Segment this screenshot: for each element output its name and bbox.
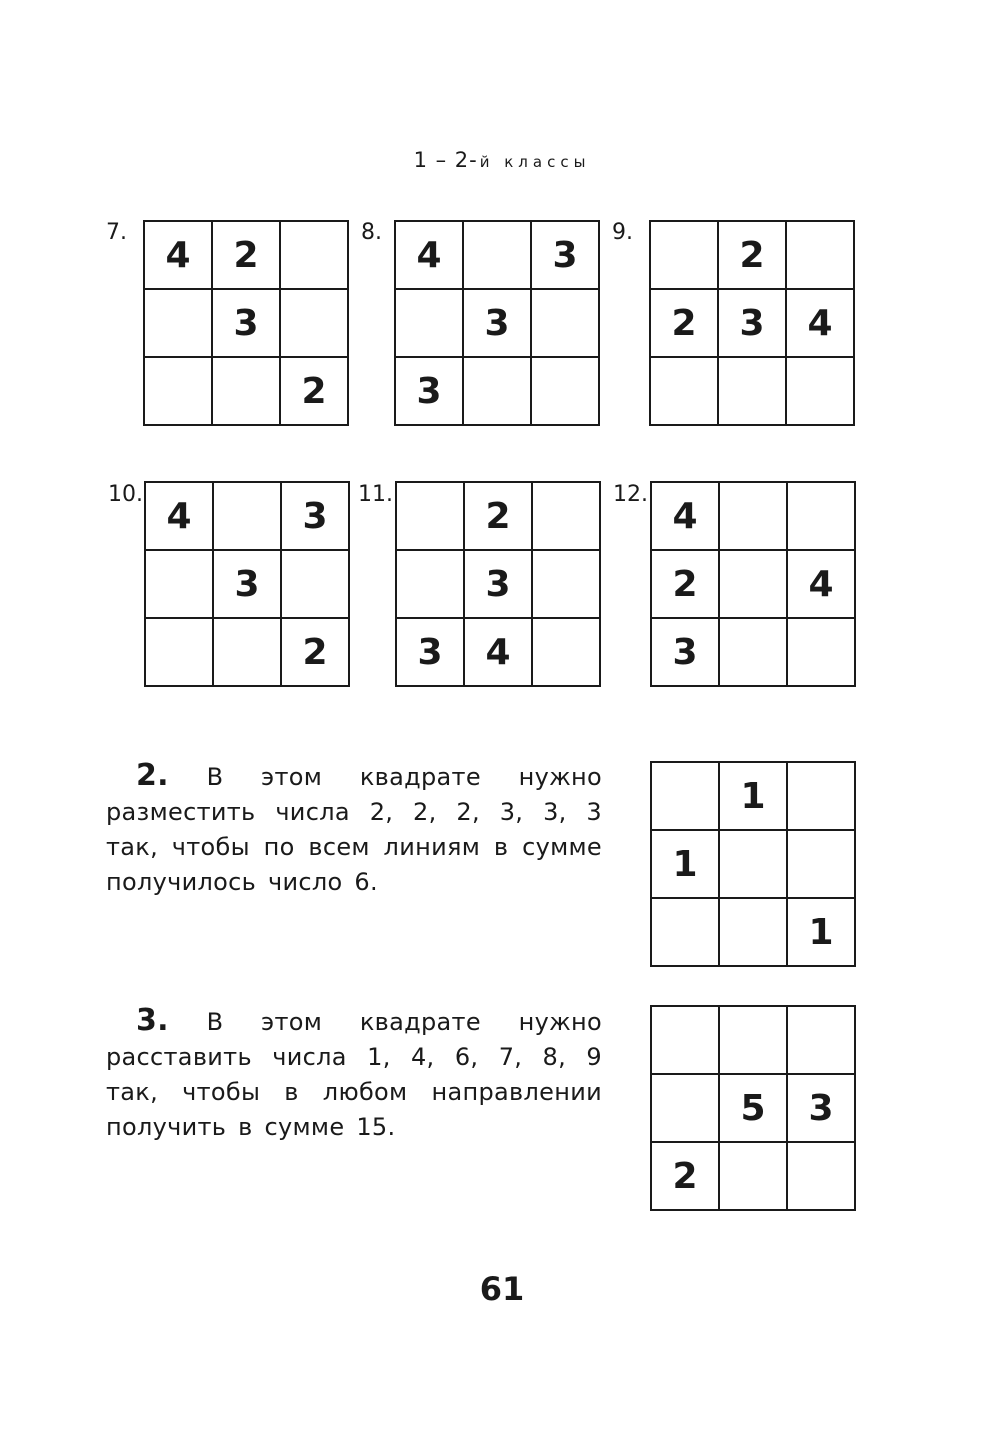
grid-cell: 3 bbox=[719, 290, 787, 358]
grid-cell bbox=[214, 483, 282, 551]
grid-cell bbox=[652, 899, 720, 967]
grid-cell: 3 bbox=[652, 619, 720, 687]
grid-cell: 1 bbox=[720, 763, 788, 831]
puzzle-grid bbox=[650, 481, 856, 687]
grid-cell bbox=[788, 619, 856, 687]
grid-cell bbox=[720, 1007, 788, 1075]
grid-cell bbox=[720, 1143, 788, 1211]
grid-cell: 3 bbox=[465, 551, 533, 619]
grid-cell: 2 bbox=[281, 358, 349, 426]
grid-cell: 3 bbox=[464, 290, 532, 358]
grid-cell bbox=[720, 899, 788, 967]
grid-cell bbox=[720, 483, 788, 551]
task-2-grid bbox=[650, 761, 856, 967]
task-description: В этом квадрате нужно расставить числа 1, 4, 6, 7, 8, 9 так, чтобы в любом направлении получить в сумме 15. bbox=[106, 1008, 602, 1141]
grid-cell: 2 bbox=[213, 222, 281, 290]
task-3-grid bbox=[650, 1005, 856, 1211]
grid-cell: 3 bbox=[397, 619, 465, 687]
grid-cell: 2 bbox=[651, 290, 719, 358]
grid-cell: 2 bbox=[465, 483, 533, 551]
task-3-text bbox=[106, 1003, 602, 1145]
grid-cell: 3 bbox=[213, 290, 281, 358]
grid-cell bbox=[145, 290, 213, 358]
grid-cell bbox=[533, 551, 601, 619]
grid-cell bbox=[214, 619, 282, 687]
grid-cell bbox=[533, 619, 601, 687]
grid-cell bbox=[788, 1143, 856, 1211]
grid-cell: 3 bbox=[282, 483, 350, 551]
grid-cell bbox=[788, 763, 856, 831]
grid-cell bbox=[281, 290, 349, 358]
grid-cell bbox=[533, 483, 601, 551]
grid-cell bbox=[281, 222, 349, 290]
task-number: 2. bbox=[136, 758, 169, 793]
grid-cell bbox=[282, 551, 350, 619]
grid-cell bbox=[396, 290, 464, 358]
grid-cell bbox=[397, 551, 465, 619]
grid-cell bbox=[397, 483, 465, 551]
header-grade: 1 – 2- bbox=[413, 148, 478, 172]
puzzle-label: 10. bbox=[108, 482, 143, 507]
grid-cell: 2 bbox=[719, 222, 787, 290]
grid-cell: 2 bbox=[652, 1143, 720, 1211]
grid-cell: 4 bbox=[145, 222, 213, 290]
grid-cell: 1 bbox=[652, 831, 720, 899]
grid-cell bbox=[146, 619, 214, 687]
puzzle-label: 11. bbox=[358, 482, 393, 507]
puzzle-label: 9. bbox=[612, 220, 633, 245]
grid-cell: 4 bbox=[788, 551, 856, 619]
grid-cell: 4 bbox=[146, 483, 214, 551]
grid-cell bbox=[788, 831, 856, 899]
grid-cell: 2 bbox=[652, 551, 720, 619]
grid-cell: 4 bbox=[787, 290, 855, 358]
grid-cell: 3 bbox=[396, 358, 464, 426]
puzzle-label: 7. bbox=[106, 220, 127, 245]
grid-cell bbox=[787, 358, 855, 426]
grid-cell bbox=[720, 831, 788, 899]
running-header bbox=[0, 148, 1004, 172]
grid-cell: 3 bbox=[214, 551, 282, 619]
grid-cell: 1 bbox=[788, 899, 856, 967]
grid-cell bbox=[720, 619, 788, 687]
grid-cell bbox=[146, 551, 214, 619]
grid-cell bbox=[652, 1075, 720, 1143]
puzzle-grid bbox=[394, 220, 600, 426]
page-number: 61 bbox=[479, 1270, 525, 1308]
task-description: В этом квадрате нужно разместить числа 2, 2, 2, 3, 3, 3 так, чтобы по всем линиям в сумме получилось число 6. bbox=[106, 763, 602, 896]
task-number: 3. bbox=[136, 1003, 169, 1038]
grid-cell: 3 bbox=[532, 222, 600, 290]
grid-cell bbox=[464, 222, 532, 290]
grid-cell bbox=[788, 1007, 856, 1075]
grid-cell: 4 bbox=[396, 222, 464, 290]
grid-cell: 4 bbox=[652, 483, 720, 551]
grid-cell bbox=[719, 358, 787, 426]
grid-cell bbox=[464, 358, 532, 426]
grid-cell: 4 bbox=[465, 619, 533, 687]
task-2-text bbox=[106, 758, 602, 900]
grid-cell bbox=[788, 483, 856, 551]
grid-cell: 3 bbox=[788, 1075, 856, 1143]
grid-cell bbox=[213, 358, 281, 426]
grid-cell bbox=[651, 358, 719, 426]
grid-cell bbox=[652, 763, 720, 831]
grid-cell bbox=[720, 551, 788, 619]
puzzle-label: 12. bbox=[613, 482, 648, 507]
grid-cell bbox=[145, 358, 213, 426]
puzzle-grid bbox=[144, 481, 350, 687]
grid-cell bbox=[532, 290, 600, 358]
puzzle-label: 8. bbox=[361, 220, 382, 245]
grid-cell: 2 bbox=[282, 619, 350, 687]
puzzle-grid bbox=[649, 220, 855, 426]
grid-cell bbox=[652, 1007, 720, 1075]
puzzle-grid bbox=[395, 481, 601, 687]
grid-cell: 5 bbox=[720, 1075, 788, 1143]
puzzle-grid bbox=[143, 220, 349, 426]
header-grade-word: й классы bbox=[479, 153, 591, 171]
grid-cell bbox=[651, 222, 719, 290]
grid-cell bbox=[532, 358, 600, 426]
grid-cell bbox=[787, 222, 855, 290]
